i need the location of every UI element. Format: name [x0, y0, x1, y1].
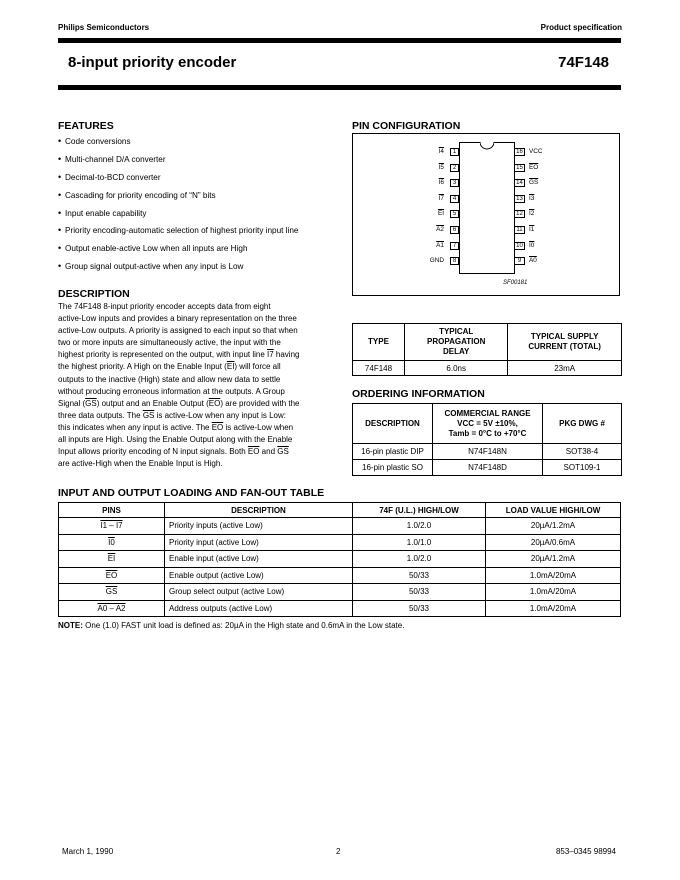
description-line: highest priority is represented on the output, with input line I7 having: [58, 350, 300, 360]
note-text: One (1.0) FAST unit load is defined as: 20µA in the High state and 0.6mA in the Low state.: [85, 621, 405, 630]
pin-diagram-frame: [352, 133, 620, 296]
pin-number: 6: [450, 226, 459, 234]
table-row: [59, 567, 621, 584]
table-cell: I1 – I7: [59, 518, 165, 535]
table-row: [353, 361, 622, 376]
list-item: • Cascading for priority encoding of “N” bits: [58, 190, 343, 208]
header-type: TYPE: [353, 324, 405, 361]
header-pkg: PKG DWG #: [543, 404, 622, 444]
table-cell: Address outputs (active Low): [165, 600, 353, 617]
description-body: [58, 301, 340, 470]
pin-label: I5: [438, 163, 444, 171]
table-cell: 20µA/1.2mA: [486, 551, 621, 568]
header-current: TYPICAL SUPPLY CURRENT (TOTAL): [508, 324, 622, 361]
pin-number: 1: [450, 148, 459, 156]
table-cell: Enable output (active Low): [165, 567, 353, 584]
pin-label: A2: [436, 226, 444, 233]
pin-number: 13: [514, 195, 525, 203]
pin-number: 7: [450, 242, 459, 250]
features-heading: FEATURES: [58, 120, 114, 132]
table-cell: $\overline{EO}$: [59, 567, 165, 584]
table-cell: 50/33: [353, 600, 486, 617]
description-line: active-Low inputs and provides a binary representation on the three: [58, 314, 297, 324]
type-table: [352, 323, 622, 376]
features-list: [58, 136, 343, 279]
table-cell: I0: [59, 534, 165, 551]
ordering-heading: ORDERING INFORMATION: [352, 388, 485, 400]
table-header-row: [353, 324, 622, 361]
table-cell: $\overline{EI}$: [59, 551, 165, 568]
description-line: all inputs are High. Using the Enable Output along with the Enable: [58, 435, 293, 445]
header-pins: PINS: [59, 503, 165, 518]
table-cell: 50/33: [353, 584, 486, 601]
pin-number: 11: [514, 226, 525, 234]
list-item: • Priority encoding-automatic selection of highest priority input line: [58, 225, 343, 243]
table-cell: Enable input (active Low): [165, 551, 353, 568]
ordering-table: [352, 403, 622, 476]
pin-label: I4: [438, 148, 444, 155]
description-line: the highest priority. A High on the Enable Input $(\overline{EI})$ will force all: [58, 362, 281, 372]
table-cell: 1.0/2.0: [353, 551, 486, 568]
description-line: active-Low outputs. A priority is assigned to each input so that when: [58, 326, 298, 336]
page-number: 2: [336, 847, 341, 856]
table-cell: 20µA/0.6mA: [486, 534, 621, 551]
list-item: • Multi-channel D/A converter: [58, 154, 343, 172]
company-name: Philips Semiconductors: [58, 23, 150, 32]
pin-number: 8: [450, 257, 459, 265]
pin-label: A0: [529, 257, 537, 265]
pin-config-heading: PIN CONFIGURATION: [352, 120, 461, 132]
header-description: DESCRIPTION: [165, 503, 353, 518]
description-line: three data outputs. The $\overline{GS}$ is active-Low when any input is Low:: [58, 410, 286, 420]
table-cell: 1.0/1.0: [353, 534, 486, 551]
ic-notch-icon: [480, 142, 494, 150]
table-row: [59, 584, 621, 601]
description-line: without producing erroneous information at the outputs. A Group: [58, 386, 285, 396]
table-header-row: [353, 404, 622, 444]
page-title: 8-input priority encoder: [68, 54, 237, 71]
list-item: • Code conversions: [58, 136, 343, 154]
table-row: [59, 534, 621, 551]
table-cell: N74F148D: [433, 460, 543, 476]
pin-number: 4: [450, 195, 459, 203]
pin-number: 16: [514, 148, 525, 156]
table-cell: 1.0mA/20mA: [486, 584, 621, 601]
pin-number: 9: [514, 257, 525, 265]
note-label: NOTE:: [58, 621, 83, 630]
table-cell: 6.0ns: [405, 361, 508, 376]
description-line: outputs to the inactive (High) state and allow new data to settle: [58, 374, 281, 384]
table-row: [353, 444, 622, 460]
table-cell: 23mA: [508, 361, 622, 376]
pin-number: 10: [514, 242, 525, 250]
part-number: 74F148: [558, 54, 609, 71]
document-type: Product specification: [540, 23, 622, 32]
description-line: Signal $(\overline{GS})$ output and an Enable Output $(\overline{EO})$ are provided with the: [58, 398, 300, 408]
table-cell: Group select output (active Low): [165, 584, 353, 601]
header-description: DESCRIPTION: [353, 404, 433, 444]
pin-number: 14: [514, 179, 525, 187]
description-line: The 74F148 8-input priority encoder accepts data from eight: [58, 302, 271, 311]
description-line: this indicates when any input is active. The $\overline{EO}$ is active-Low when: [58, 422, 294, 432]
list-item: • Input enable capability: [58, 208, 343, 226]
loading-table: [58, 502, 621, 617]
pin-number: 2: [450, 164, 459, 172]
table-cell: A0 – A2: [59, 600, 165, 617]
table-note: [58, 621, 404, 630]
list-item: • Group signal output-active when any input is Low: [58, 261, 343, 279]
header-load-value: LOAD VALUE HIGH/LOW: [486, 503, 621, 518]
list-item: • Decimal-to-BCD converter: [58, 172, 343, 190]
pin-label: I1: [529, 226, 535, 233]
table-cell: Priority input (active Low): [165, 534, 353, 551]
pin-number: 5: [450, 210, 459, 218]
header-top-rule: [58, 38, 621, 43]
table-cell: N74F148N: [433, 444, 543, 460]
pin-label: $\overline{EO}$: [529, 163, 539, 171]
table-row: [59, 551, 621, 568]
table-row: [59, 518, 621, 535]
pin-label: $\overline{EI}$: [437, 210, 444, 218]
footer-code: 853–0345 98994: [555, 847, 616, 856]
table-cell: 74F148: [353, 361, 405, 376]
table-cell: 50/33: [353, 567, 486, 584]
header-bottom-rule: [58, 85, 621, 90]
pin-label: VCC: [529, 148, 543, 155]
pin-label: I3: [529, 194, 535, 202]
table-cell: $\overline{GS}$: [59, 584, 165, 601]
table-cell: 1.0/2.0: [353, 518, 486, 535]
pin-label: $\overline{GS}$: [529, 179, 539, 187]
table-cell: 16-pin plastic SO: [353, 460, 433, 476]
pin-label: I7: [438, 194, 444, 202]
table-row: [59, 600, 621, 617]
table-cell: SOT109-1: [543, 460, 622, 476]
footer-date: March 1, 1990: [62, 847, 114, 856]
list-item: • Output enable-active Low when all inputs are High: [58, 243, 343, 261]
table-header-row: [59, 503, 621, 518]
description-line: are active-High when the Enable Input is High.: [58, 459, 223, 469]
pin-label: I2: [529, 210, 535, 218]
table-row: [353, 460, 622, 476]
table-cell: 20µA/1.2mA: [486, 518, 621, 535]
pin-label: A1: [436, 241, 444, 249]
figure-id: SF00181: [503, 280, 528, 286]
description-line: two or more inputs are simultaneously active, the input with the: [58, 338, 281, 348]
table-cell: 1.0mA/20mA: [486, 600, 621, 617]
description-line: Input allows priority encoding of N input signals. Both $\overline{EO}$ and $\overline{GS}$: [58, 447, 289, 457]
table-cell: 1.0mA/20mA: [486, 567, 621, 584]
loading-heading: INPUT AND OUTPUT LOADING AND FAN-OUT TABLE: [58, 487, 325, 499]
table-cell: 16-pin plastic DIP: [353, 444, 433, 460]
description-heading: DESCRIPTION: [58, 288, 130, 300]
pin-label: GND: [429, 257, 444, 265]
pin-label: I6: [438, 179, 444, 187]
pin-label: I0: [529, 241, 535, 249]
header-commercial-range: COMMERCIAL RANGE VCC = 5V ±10%, Tamb = 0°C to +70°C: [433, 404, 543, 444]
pin-number: 12: [514, 210, 525, 218]
ic-package: [459, 142, 515, 274]
header-ul: 74F (U.L.) HIGH/LOW: [353, 503, 486, 518]
table-cell: SOT38-4: [543, 444, 622, 460]
table-cell: Priority inputs (active Low): [165, 518, 353, 535]
pin-number: 15: [514, 164, 525, 172]
header-delay: TYPICAL PROPAGATION DELAY: [405, 324, 508, 361]
pin-number: 3: [450, 179, 459, 187]
